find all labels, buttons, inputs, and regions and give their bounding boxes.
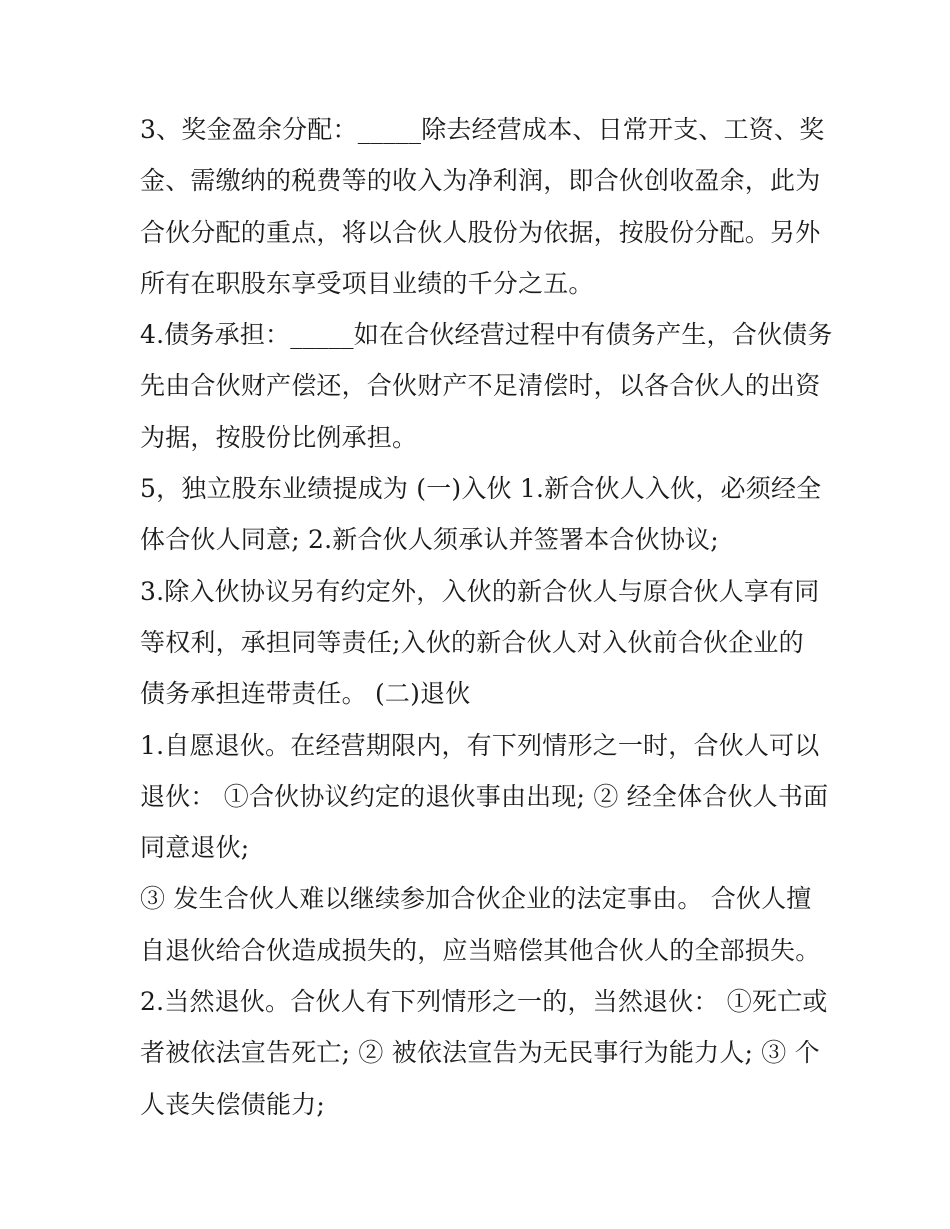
text-line: 金、需缴纳的税费等的收入为净利润，即合伙创收盈余，此为	[140, 166, 821, 196]
document-body	[140, 104, 833, 1130]
text-line: 合伙分配的重点，将以合伙人股份为依据，按股份分配。另外	[140, 217, 821, 247]
text-line: 先由合伙财产偿还，合伙财产不足清偿时，以各合伙人的出资	[140, 371, 821, 401]
text-line: 为据，按股份比例承担。	[140, 422, 418, 452]
text-line: 所有在职股东享受项目业绩的千分之五。	[140, 268, 594, 298]
text-line: 同意退伙;	[140, 833, 250, 863]
text-line: 人丧失偿债能力;	[140, 1089, 326, 1119]
text-line: 1.自愿退伙。在经营期限内，有下列情形之一时，合伙人可以	[140, 730, 820, 760]
text-line: 等权利，承担同等责任;入伙的新合伙人对入伙前合伙企业的	[140, 627, 804, 657]
text-line: 体合伙人同意; 2.新合伙人须承认并签署本合伙协议;	[140, 525, 719, 555]
text-line: ③ 发生合伙人难以继续参加合伙企业的法定事由。 合伙人擅	[140, 884, 812, 914]
text-line: 3、奖金盈余分配：_____除去经营成本、日常开支、工资、奖	[140, 115, 825, 144]
text-line: 3.除入伙协议另有约定外，入伙的新合伙人与原合伙人享有同	[140, 576, 820, 606]
text-line: 4.债务承担：_____如在合伙经营过程中有债务产生，合伙债务	[140, 320, 833, 350]
text-line: 2.当然退伙。合伙人有下列情形之一的，当然退伙： ①死亡或	[140, 987, 828, 1017]
text-line: 5，独立股东业绩提成为 (一)入伙 1.新合伙人入伙，必须经全	[140, 474, 822, 504]
text-line: 退伙： ①合伙协议约定的退伙事由出现; ② 经全体合伙人书面	[140, 781, 829, 811]
text-line: 债务承担连带责任。 (二)退伙	[140, 679, 471, 709]
text-line: 者被依法宣告死亡; ② 被依法宣告为无民事行为能力人; ③ 个	[140, 1038, 820, 1068]
text-line: 自退伙给合伙造成损失的，应当赔偿其他合伙人的全部损失。	[140, 935, 821, 965]
